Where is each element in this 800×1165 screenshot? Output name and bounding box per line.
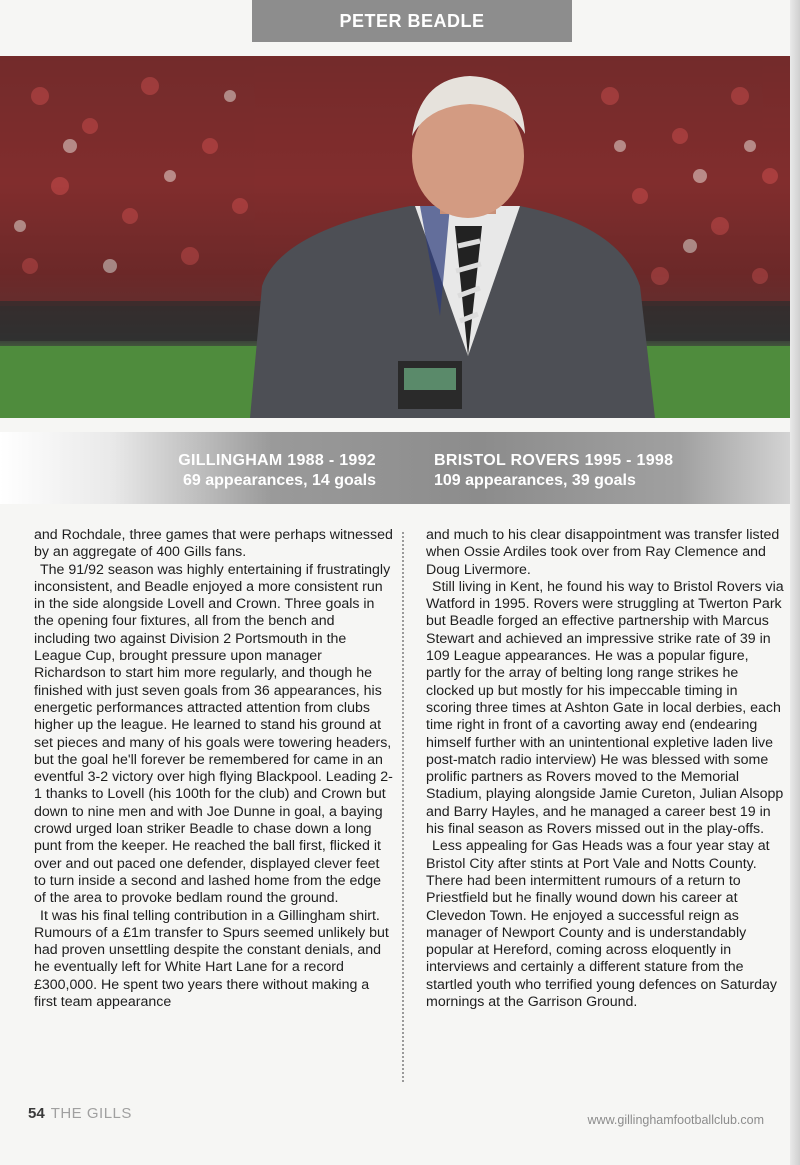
paragraph: Less appealing for Gas Heads was a four year stay at Bristol City after stints at Port Vale and Notts County. There had been intermittent rumours of a return to Priestfield but he finally wound down his career at Clevedon Town. He enjoyed a successful reign as manager of Newport County and is understandably popular at Hereford, coming across eloquently in interviews and certainly a different stature from the startled youth who terrified young defences on Saturday mornings at the Garrison Ground.	[426, 838, 777, 1011]
player-photo	[0, 56, 800, 418]
column-divider	[402, 532, 404, 1082]
article-column-right	[426, 527, 786, 1011]
paragraph: The 91/92 season was highly entertaining if frustratingly inconsistent, and Beadle enjoyed a more consistent run in the side alongside Lovell and Crown. Three goals in the opening four fixtures, all from the bench and including two against Division 2 Portsmouth in the League Cup, brought pressure upon manager Richardson to start him more regularly, and though he finished with just seven goals from 36 appearances, his energetic performances attracted attention from clubs higher up the league. He learned to stand his ground at set pieces and many of his goals were towering headers, but the goal he'll forever be remembered for came in an eventful 3-2 victory over high flying Blackpool. Leading 2-1 thanks to Lovell (his 100th for the club) and Crown but down to nine men and with Joe Dunne in goal, a baying crowd urged loan striker Beadle to chase down a long punt from the keeper. He reached the ball first, flicked it over and out paced one defender, displayed clever feet to turn inside a second and lashed home from the edge of the area to provoke bedlam round the ground.	[34, 561, 393, 907]
paragraph: Still living in Kent, he found his way to Bristol Rovers via Watford in 1995. Rovers were struggling at Twerton Park but Beadle forged an effective partnership with Marcus Stewart and achieved an impressive strike rate of 39 in 109 League appearances. He was a popular figure, partly for the array of belting long range strikes he clocked up but mostly for his impeccable timing in scoring three times at Ashton Gate in local derbies, each time right in front of a cavorting away end (endearing himself further with an unintentional expletive laden live post-match radio interview) He was blessed with some prolific partners as Rovers moved to the Memorial Stadium, playing alongside Jamie Cureton, Julian Alsopp and Barry Hayles, and he managed a career best 19 in his final season as Rovers missed out in the play-offs.	[426, 578, 784, 838]
gillingham-club-years: GILLINGHAM 1988 - 1992	[178, 452, 376, 469]
website-url: www.gillinghamfootballclub.com	[587, 1113, 764, 1127]
magazine-name: THE GILLS	[50, 1105, 132, 1122]
article-header	[252, 0, 572, 42]
paragraph: and much to his clear disappointment was transfer listed when Ossie Ardiles took over from Ray Clemence and Doug Livermore.	[426, 527, 780, 578]
page-edge	[790, 0, 800, 1165]
paragraph: and Rochdale, three games that were perhaps witnessed by an aggregate of 400 Gills fans.	[34, 527, 393, 561]
gillingham-appearances: 69 appearances, 14 goals	[183, 472, 376, 489]
bristol-rovers-appearances: 109 appearances, 39 goals	[434, 472, 636, 489]
article-column-left	[34, 527, 394, 1011]
gillingham-stats	[178, 452, 376, 490]
article-title: PETER BEADLE	[339, 10, 485, 31]
page-footer	[28, 1105, 132, 1122]
bristol-rovers-club-years: BRISTOL ROVERS 1995 - 1998	[434, 452, 674, 469]
page-number: 54	[28, 1105, 45, 1122]
paragraph: It was his final telling contribution in a Gillingham shirt. Rumours of a £1m transfer to Spurs seemed unlikely but had proven unsettling despite the constant denials, and he eventually left for White Hart Lane for a record £300,000. He spent two years there without making a first team appearance	[34, 907, 389, 1011]
bristol-rovers-stats	[434, 452, 673, 490]
career-stats-band	[0, 432, 800, 504]
